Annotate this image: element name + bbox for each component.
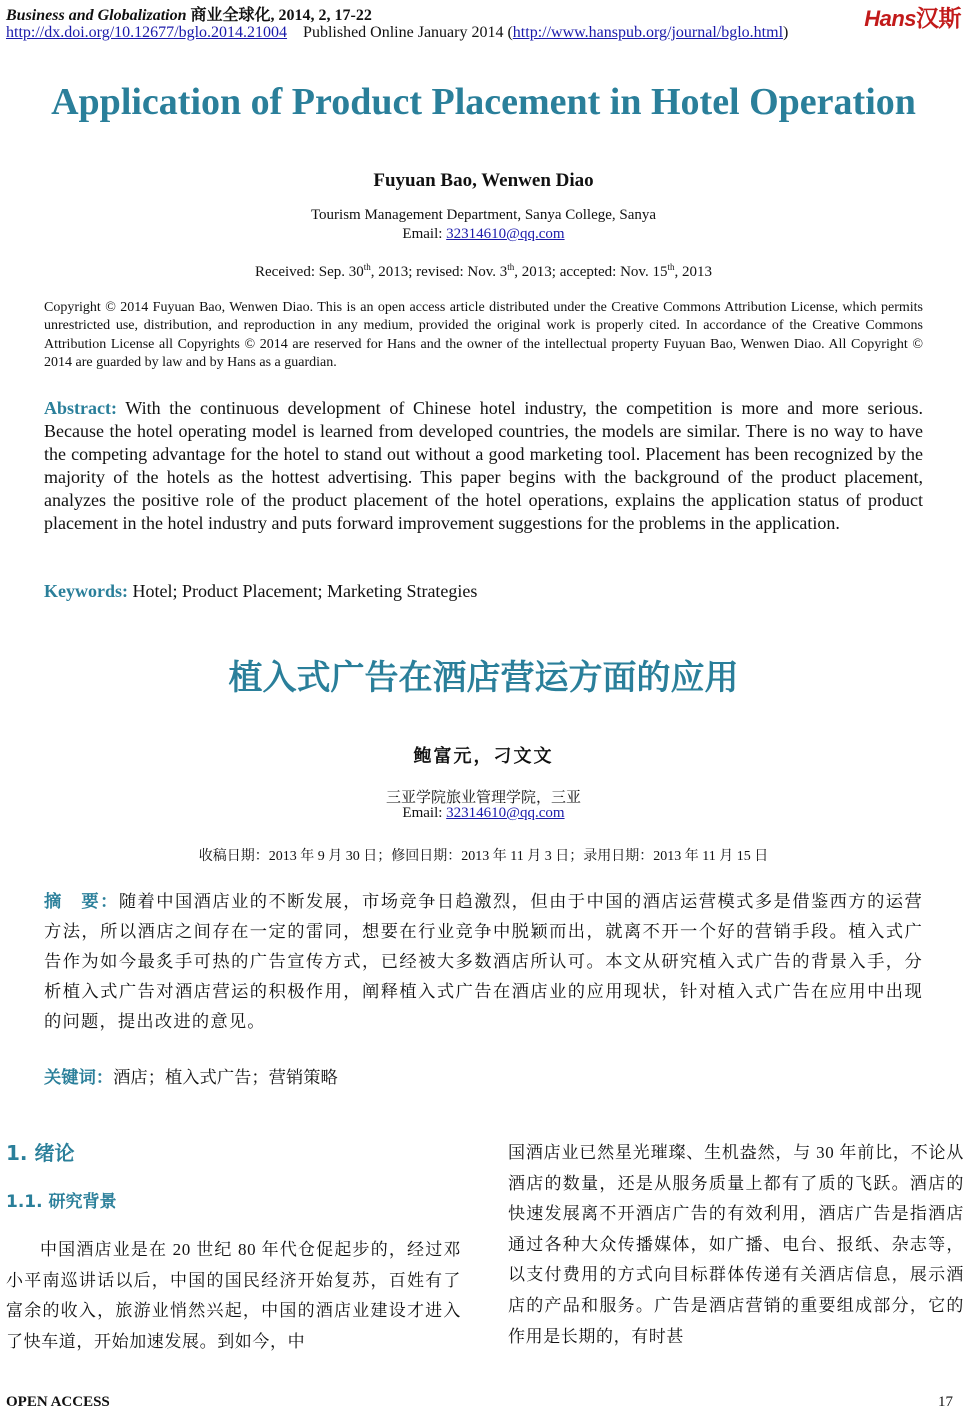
revised-text: , 2013; revised: Nov. 3	[370, 264, 508, 280]
keywords-en	[44, 581, 477, 602]
journal-citation: , 2014, 2, 17-22	[270, 7, 372, 24]
abstract-label: Abstract:	[44, 398, 117, 418]
doi-link[interactable]: http://dx.doi.org/10.12677/bglo.2014.21004	[6, 24, 288, 41]
abstract-cn-label: 摘 要：	[44, 891, 119, 911]
email-line-cn	[0, 805, 967, 822]
keywords-cn-label: 关键词：	[44, 1067, 114, 1087]
body-column-left: 中国酒店业是在 20 世纪 80 年代仓促起步的，经过邓小平南巡讲话以后，中国的国民经济开始复苏，百姓有了富余的收入，旅游业悄然兴起，中国的酒店业建设才进入了快车道，开始加速发展。到如今，中	[6, 1240, 461, 1351]
email-label-cn: Email:	[402, 805, 447, 821]
authors-cn: 鲍富元，刁文文	[413, 746, 554, 766]
section-heading-1-1: 1.1. 研究背景	[6, 1192, 117, 1212]
keywords-cn	[44, 1063, 338, 1088]
abstract-en	[44, 397, 923, 535]
received-text: Received: Sep. 30	[255, 264, 364, 280]
received-dates	[0, 262, 967, 281]
published-close: )	[783, 24, 789, 41]
paper-title-en: Application of Product Placement in Hotel Operation	[51, 81, 916, 123]
published-text: Published Online January 2014 (	[303, 24, 513, 41]
footer-open-access: OPEN ACCESS	[6, 1394, 110, 1410]
logo-text-en: Hans	[864, 6, 916, 31]
email-line-en	[0, 226, 967, 243]
affiliation-en: Tourism Management Department, Sanya College, Sanya	[310, 207, 657, 223]
section-heading-1: 1. 绪论	[6, 1141, 75, 1165]
email-label: Email:	[402, 226, 447, 242]
authors-en: Fuyuan Bao, Wenwen Diao	[373, 170, 594, 191]
copyright-notice: Copyright © 2014 Fuyuan Bao, Wenwen Diao. This is an open access article distributed under the Creative Commons Attribution License, which permits unrestricted use, distribution, and reproduction in any medium, provided the original work is properly cited. In accordance of the Creative Commons Attribution License all Copyrights © 2014 are reserved for Hans and the owner of the intellectual property Fuyuan Bao, Wenwen Diao. All Copyright © 2014 are guarded by law and by Hans as a guardian.	[44, 300, 923, 370]
keywords-label: Keywords:	[44, 581, 128, 601]
paper-title-cn: 植入式广告在酒店营运方面的应用	[228, 658, 739, 698]
year-text: , 2013	[674, 264, 712, 280]
abstract-text: With the continuous development of Chinese hotel industry, the competition is more and more serious. Because the hotel operating model is learned from developed countries, the models are similar. There is no way to have the competing advantage for the hotel to stand out without a good marketing tool. Placement has been recognized by the majority of the hotels as the hottest advertising. This paper begins with the background of the product placement, analyzes the positive role of the product placement of the hotel operations, explains the application status of product placement in the hotel industry and puts forward improvement suggestions for the problems in the application.	[44, 398, 923, 533]
accepted-text: , 2013; accepted: Nov. 15	[514, 264, 668, 280]
dates-cn: 收稿日期：2013 年 9 月 30 日；修回日期：2013 年 11 月 3 日；录用日期：2013 年 11 月 15 日	[198, 849, 769, 864]
journal-name-cn: 商业全球化	[190, 7, 271, 24]
footer-page-number: 17	[938, 1394, 953, 1410]
hans-logo	[864, 0, 961, 33]
email-link-en[interactable]: 32314610@qq.com	[446, 226, 565, 242]
logo-text-cn: 汉斯	[916, 5, 961, 31]
abstract-cn-text: 随着中国酒店业的不断发展，市场竞争日趋激烈，但由于中国的酒店运营模式多是借鉴西方的运营方法，所以酒店之间存在一定的雷同，想要在行业竞争中脱颖而出，就离不开一个好的营销手段。植入式广告作为如今最炙手可热的广告宣传方式，已经被大多数酒店所认可。本文从研究植入式广告的背景入手，分析植入式广告对酒店营运的积极作用，阐释植入式广告在酒店业的应用现状，针对植入式广告在应用中出现的问题，提出改进的意见。	[44, 892, 923, 1031]
journal-link[interactable]: http://www.hanspub.org/journal/bglo.html	[512, 24, 784, 41]
received-sup: th	[363, 262, 371, 272]
email-link-cn[interactable]: 32314610@qq.com	[446, 805, 565, 821]
accepted-sup: th	[667, 262, 675, 272]
keywords-text: Hotel; Product Placement; Marketing Strategies	[128, 581, 478, 601]
body-column-right: 国酒店业已然星光璀璨、生机盎然，与 30 年前比，不论从酒店的数量，还是从服务质量上都有了质的飞跃。酒店的快速发展离不开酒店广告的有效利用，酒店广告是指酒店通过各种大众传播媒体，如广播、电台、报纸、杂志等，以支付费用的方式向目标群体传递有关酒店信息，展示酒店的产品和服务。广告是酒店营销的重要组成部分，它的作用是长期的，有时甚	[508, 1143, 964, 1346]
journal-header	[6, 2, 372, 25]
journal-name-en: Business and Globalization	[6, 7, 187, 24]
doi-line	[6, 24, 788, 42]
abstract-cn	[44, 886, 923, 1037]
keywords-cn-text: 酒店；植入式广告；营销策略	[113, 1068, 338, 1087]
affiliation-cn: 三亚学院旅业管理学院，三亚	[385, 790, 581, 806]
revised-sup: th	[507, 262, 515, 272]
